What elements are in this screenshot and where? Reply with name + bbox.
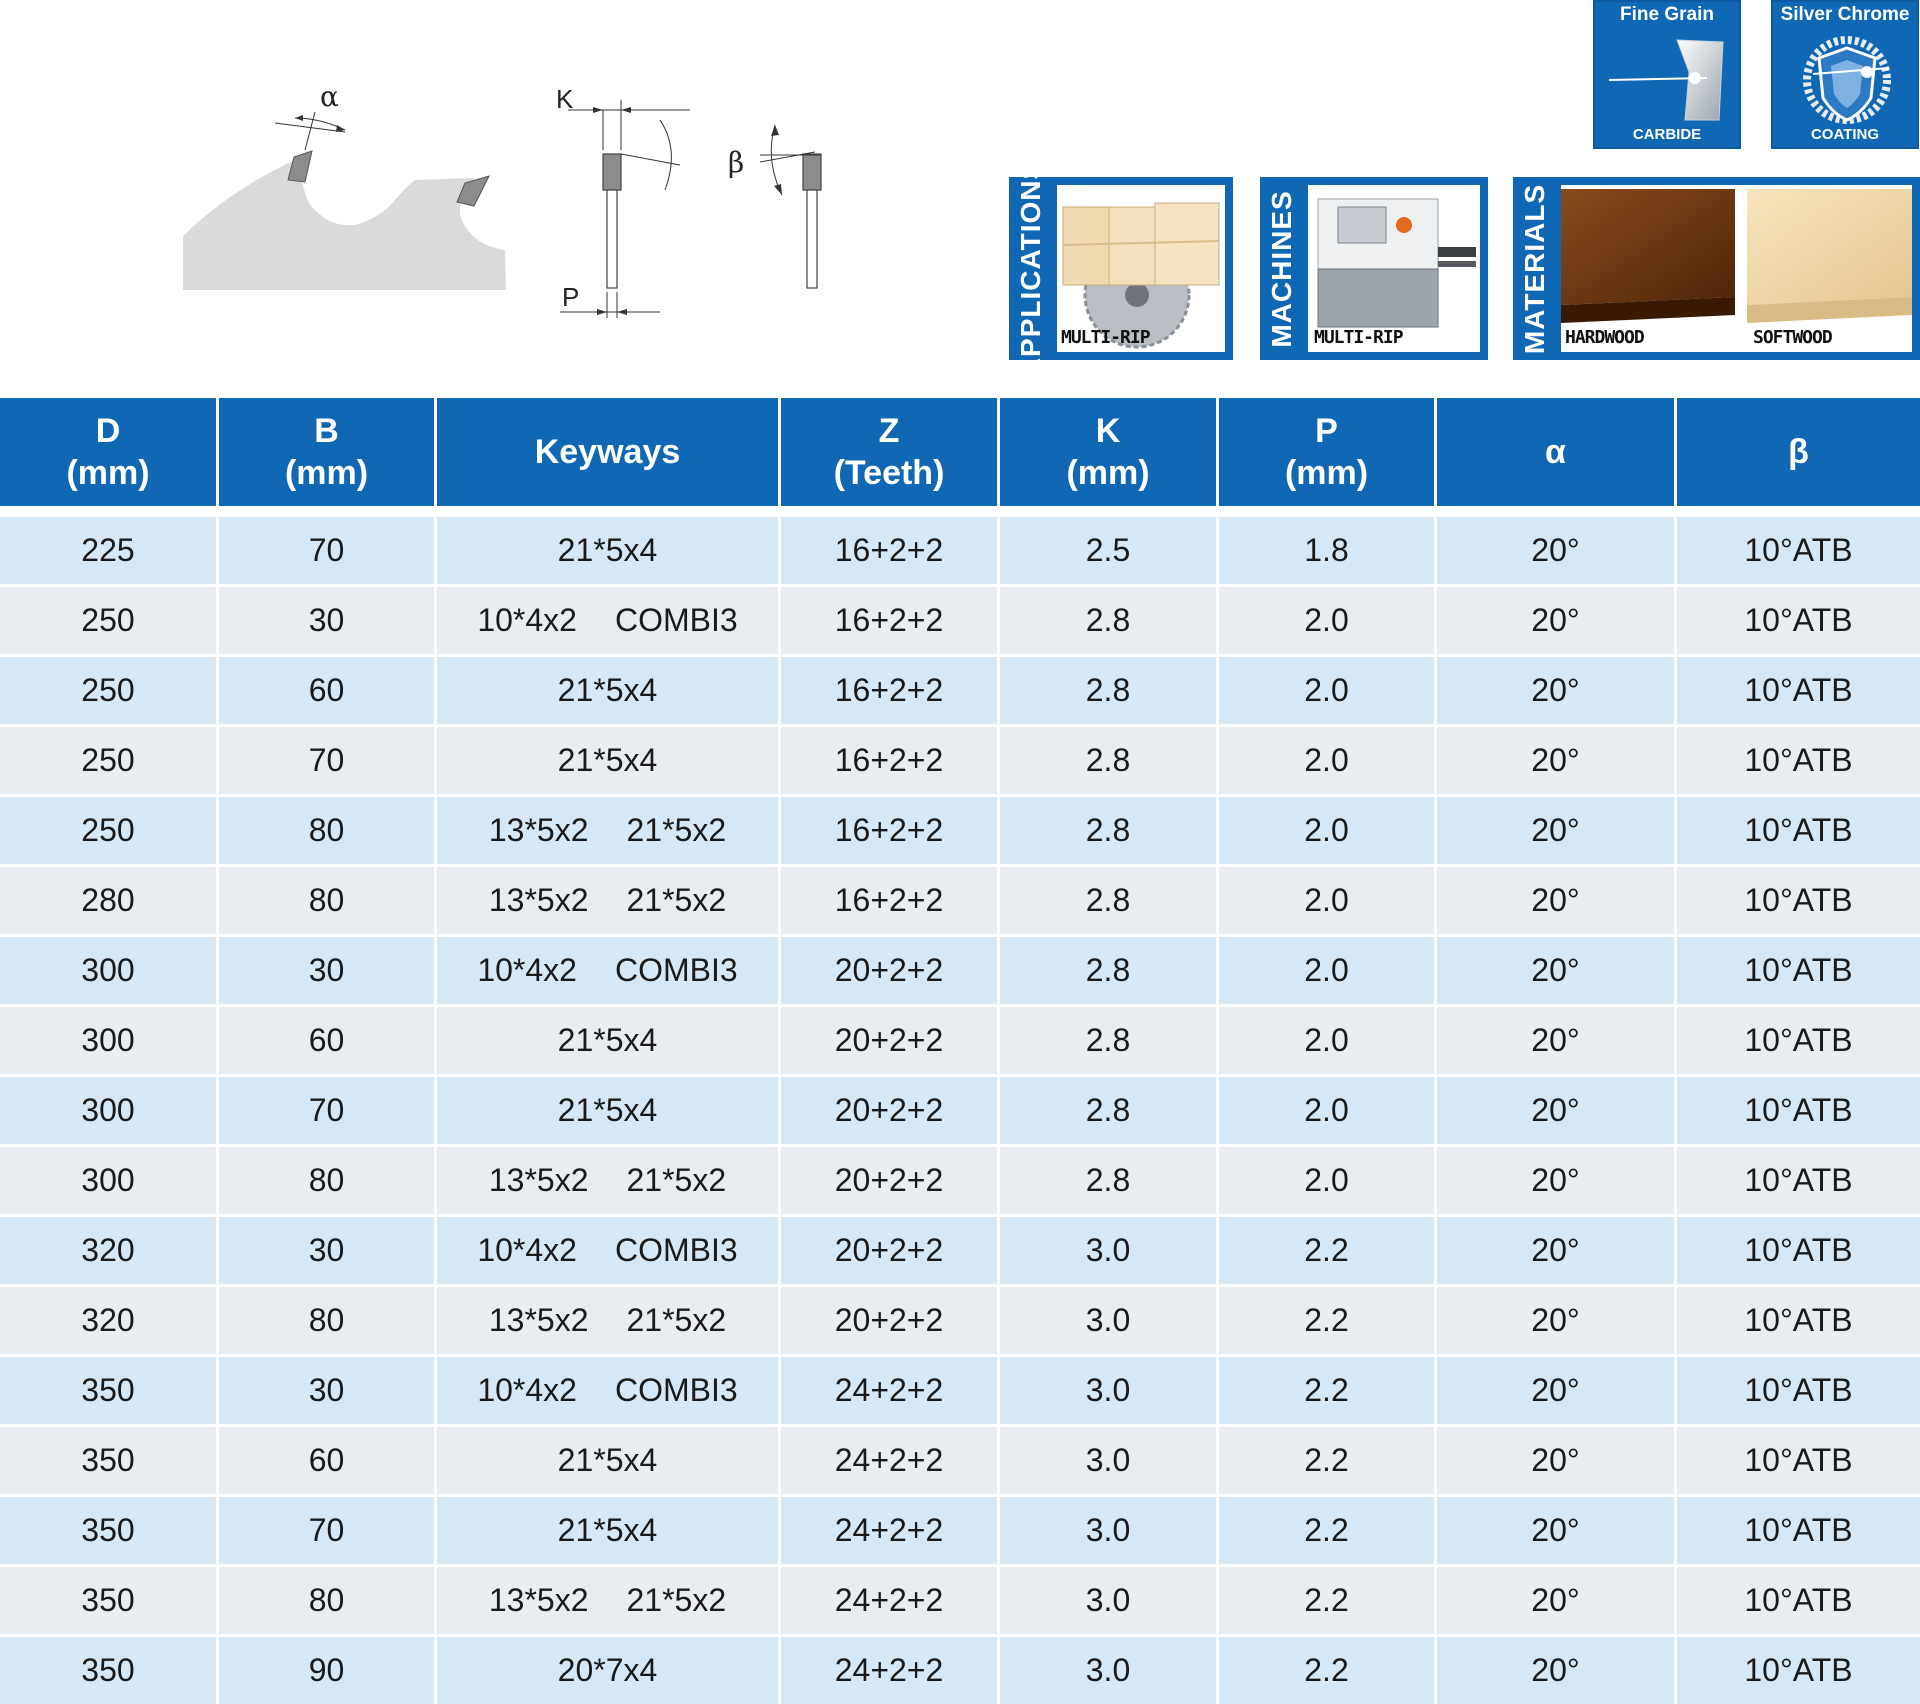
keyway-value: 10*4x2 — [477, 602, 577, 638]
cell-p: 2.2 — [1216, 1634, 1434, 1704]
cell-d: 350 — [0, 1564, 216, 1634]
header-p: P (mm) — [1216, 398, 1434, 506]
cell-k: 2.8 — [997, 1074, 1216, 1144]
cell-b: 80 — [216, 1144, 434, 1214]
cell-k: 3.0 — [997, 1354, 1216, 1424]
keyway-value: COMBI3 — [614, 952, 738, 988]
materials-image — [1561, 185, 1912, 352]
cell-beta: 10°ATB — [1674, 794, 1920, 864]
cell-keyways — [434, 934, 778, 1004]
badge-subtitle: COATING — [1810, 126, 1880, 143]
cell-z: 24+2+2 — [778, 1494, 997, 1564]
cell-k: 3.0 — [997, 1284, 1216, 1354]
keyway-value: 21*5x2 — [626, 812, 727, 848]
cell-p: 2.0 — [1216, 654, 1434, 724]
cell-k: 2.8 — [997, 1004, 1216, 1074]
cell-alpha: 20° — [1434, 864, 1674, 934]
cell-z: 20+2+2 — [778, 1004, 997, 1074]
cell-z: 20+2+2 — [778, 934, 997, 1004]
cell-p: 2.2 — [1216, 1214, 1434, 1284]
beta-diagram-label: β — [728, 146, 745, 179]
keyway-value: 20*7x4 — [557, 1652, 658, 1688]
cell-alpha: 20° — [1434, 1564, 1674, 1634]
cell-alpha: 20° — [1434, 1354, 1674, 1424]
cell-alpha: 20° — [1434, 1004, 1674, 1074]
cell-alpha: 20° — [1434, 1634, 1674, 1704]
cell-b: 80 — [216, 794, 434, 864]
header-k: K (mm) — [997, 398, 1216, 506]
cell-z: 16+2+2 — [778, 654, 997, 724]
table-row — [0, 654, 1920, 724]
table-row — [0, 1074, 1920, 1144]
cell-z: 16+2+2 — [778, 514, 997, 584]
cell-d: 280 — [0, 864, 216, 934]
cell-k: 2.8 — [997, 934, 1216, 1004]
keyway-value: 21*5x4 — [557, 1092, 658, 1128]
cell-p: 2.2 — [1216, 1564, 1434, 1634]
saw-blade-spec-table — [0, 398, 1920, 1704]
cell-keyways — [434, 1004, 778, 1074]
cell-d: 250 — [0, 584, 216, 654]
cell-z: 24+2+2 — [778, 1354, 997, 1424]
keyway-value: 10*4x2 — [477, 1372, 577, 1408]
tooth-bevel-diagram — [728, 125, 821, 288]
cell-p: 2.0 — [1216, 724, 1434, 794]
cell-alpha: 20° — [1434, 724, 1674, 794]
cell-p: 2.0 — [1216, 1004, 1434, 1074]
cell-z: 20+2+2 — [778, 1074, 997, 1144]
cell-b: 60 — [216, 654, 434, 724]
table-header-row — [0, 398, 1920, 506]
cell-k: 3.0 — [997, 1634, 1216, 1704]
cell-alpha: 20° — [1434, 794, 1674, 864]
cell-z: 16+2+2 — [778, 864, 997, 934]
cell-b: 70 — [216, 1494, 434, 1564]
header-keyways: Keyways — [434, 398, 778, 506]
softwood-caption: SOFTWOOD — [1753, 327, 1832, 348]
cell-d: 300 — [0, 1004, 216, 1074]
cell-b: 70 — [216, 724, 434, 794]
badge-title: Silver Chrome — [1780, 4, 1910, 25]
cell-b: 90 — [216, 1634, 434, 1704]
cell-keyways — [434, 1144, 778, 1214]
cell-k: 2.5 — [997, 514, 1216, 584]
header-z: Z (Teeth) — [778, 398, 997, 506]
materials-label: MATERIALS — [1519, 183, 1550, 355]
cell-k: 2.8 — [997, 584, 1216, 654]
badge-subtitle: CARBIDE — [1632, 126, 1702, 143]
p-diagram-label: P — [562, 282, 580, 312]
alpha-diagram-label: α — [320, 80, 339, 113]
cell-k: 3.0 — [997, 1424, 1216, 1494]
cell-b: 70 — [216, 514, 434, 584]
keyway-value: 21*5x4 — [557, 1512, 658, 1548]
tooth-geometry-diagrams — [0, 0, 1000, 400]
cell-alpha: 20° — [1434, 514, 1674, 584]
cell-p: 1.8 — [1216, 514, 1434, 584]
table-row — [0, 794, 1920, 864]
cell-keyways — [434, 1284, 778, 1354]
cell-alpha: 20° — [1434, 1144, 1674, 1214]
fine-grain-carbide-badge — [1593, 0, 1741, 149]
keyway-value: 21*5x4 — [557, 742, 658, 778]
table-row — [0, 1634, 1920, 1704]
cell-beta: 10°ATB — [1674, 1354, 1920, 1424]
cell-alpha: 20° — [1434, 1424, 1674, 1494]
cell-z: 16+2+2 — [778, 724, 997, 794]
badge-title: Fine Grain — [1620, 4, 1714, 25]
cell-b: 80 — [216, 1284, 434, 1354]
cell-beta: 10°ATB — [1674, 1424, 1920, 1494]
table-row — [0, 584, 1920, 654]
table-row — [0, 1214, 1920, 1284]
header-beta: β — [1674, 398, 1920, 506]
keyway-value: 21*5x4 — [557, 672, 658, 708]
table-row — [0, 1284, 1920, 1354]
table-row — [0, 1144, 1920, 1214]
keyway-value: 21*5x4 — [557, 532, 658, 568]
cell-p: 2.0 — [1216, 794, 1434, 864]
table-row — [0, 1494, 1920, 1564]
materials-panel — [1513, 177, 1920, 360]
cell-b: 30 — [216, 1214, 434, 1284]
cell-alpha: 20° — [1434, 654, 1674, 724]
cell-d: 225 — [0, 514, 216, 584]
cell-b: 30 — [216, 1354, 434, 1424]
cell-b: 80 — [216, 1564, 434, 1634]
cell-d: 250 — [0, 724, 216, 794]
cell-k: 2.8 — [997, 794, 1216, 864]
cell-p: 2.0 — [1216, 1144, 1434, 1214]
cell-p: 2.2 — [1216, 1284, 1434, 1354]
cell-alpha: 20° — [1434, 934, 1674, 1004]
keyway-value: 13*5x2 — [488, 1162, 589, 1198]
keyway-value: COMBI3 — [614, 1372, 738, 1408]
applications-label: APPLICATIONS — [1015, 159, 1046, 379]
cell-d: 350 — [0, 1494, 216, 1564]
cell-z: 20+2+2 — [778, 1144, 997, 1214]
cell-k: 3.0 — [997, 1564, 1216, 1634]
tooth-geometry-svg — [0, 0, 1000, 400]
keyway-value: 13*5x2 — [488, 1582, 589, 1618]
keyway-value: 21*5x2 — [626, 882, 727, 918]
machines-label: MACHINES — [1266, 190, 1297, 348]
cell-k: 3.0 — [997, 1494, 1216, 1564]
cell-beta: 10°ATB — [1674, 514, 1920, 584]
header-b: B (mm) — [216, 398, 434, 506]
cell-d: 300 — [0, 934, 216, 1004]
cell-alpha: 20° — [1434, 1284, 1674, 1354]
cell-keyways — [434, 794, 778, 864]
cell-keyways — [434, 724, 778, 794]
cell-b: 80 — [216, 864, 434, 934]
table-row — [0, 1004, 1920, 1074]
table-row — [0, 864, 1920, 934]
cell-k: 3.0 — [997, 1214, 1216, 1284]
cell-b: 60 — [216, 1424, 434, 1494]
cell-k: 2.8 — [997, 654, 1216, 724]
cell-keyways — [434, 1494, 778, 1564]
cell-keyways — [434, 654, 778, 724]
cell-alpha: 20° — [1434, 1074, 1674, 1144]
silver-chrome-coating-badge — [1771, 0, 1919, 149]
cell-p: 2.0 — [1216, 864, 1434, 934]
keyway-value: COMBI3 — [614, 602, 738, 638]
cell-p: 2.2 — [1216, 1424, 1434, 1494]
header-d: D (mm) — [0, 398, 216, 506]
cell-beta: 10°ATB — [1674, 1074, 1920, 1144]
cell-beta: 10°ATB — [1674, 1284, 1920, 1354]
cell-p: 2.0 — [1216, 1074, 1434, 1144]
cell-beta: 10°ATB — [1674, 1494, 1920, 1564]
keyway-value: 13*5x2 — [488, 882, 589, 918]
cell-keyways — [434, 1354, 778, 1424]
cell-z: 24+2+2 — [778, 1634, 997, 1704]
keyway-value: COMBI3 — [614, 1232, 738, 1268]
applications-image — [1057, 185, 1225, 352]
cell-p: 2.2 — [1216, 1494, 1434, 1564]
cell-b: 30 — [216, 934, 434, 1004]
cell-d: 320 — [0, 1284, 216, 1354]
applications-caption: MULTI-RIP — [1061, 327, 1150, 348]
cell-beta: 10°ATB — [1674, 1634, 1920, 1704]
table-row — [0, 1564, 1920, 1634]
keyway-value: 10*4x2 — [477, 1232, 577, 1268]
cell-d: 350 — [0, 1424, 216, 1494]
k-diagram-label: K — [556, 84, 574, 114]
cell-keyways — [434, 864, 778, 934]
cell-beta: 10°ATB — [1674, 1564, 1920, 1634]
tooth-side-diagram — [556, 84, 690, 318]
cell-d: 350 — [0, 1354, 216, 1424]
machines-image — [1308, 185, 1480, 352]
cell-b: 70 — [216, 1074, 434, 1144]
cell-keyways — [434, 1074, 778, 1144]
keyway-value: 21*5x4 — [557, 1022, 658, 1058]
cell-beta: 10°ATB — [1674, 934, 1920, 1004]
table-row — [0, 934, 1920, 1004]
machines-caption: MULTI-RIP — [1314, 327, 1403, 348]
cell-beta: 10°ATB — [1674, 1004, 1920, 1074]
cell-z: 24+2+2 — [778, 1564, 997, 1634]
keyway-value: 13*5x2 — [488, 1302, 589, 1338]
cell-d: 320 — [0, 1214, 216, 1284]
applications-panel — [1009, 159, 1233, 379]
cell-keyways — [434, 514, 778, 584]
cell-z: 20+2+2 — [778, 1214, 997, 1284]
cell-d: 250 — [0, 794, 216, 864]
cell-z: 16+2+2 — [778, 794, 997, 864]
cell-keyways — [434, 1424, 778, 1494]
cell-p: 2.0 — [1216, 584, 1434, 654]
cell-keyways — [434, 1634, 778, 1704]
keyway-value: 21*5x2 — [626, 1162, 727, 1198]
cell-beta: 10°ATB — [1674, 1144, 1920, 1214]
cell-z: 20+2+2 — [778, 1284, 997, 1354]
cell-d: 300 — [0, 1074, 216, 1144]
cell-beta: 10°ATB — [1674, 864, 1920, 934]
cell-beta: 10°ATB — [1674, 654, 1920, 724]
blade-profile-diagram — [183, 80, 506, 290]
cell-d: 250 — [0, 654, 216, 724]
table-row — [0, 724, 1920, 794]
cell-k: 2.8 — [997, 724, 1216, 794]
keyway-value: 21*5x2 — [626, 1302, 727, 1338]
cell-d: 350 — [0, 1634, 216, 1704]
keyway-value: 13*5x2 — [488, 812, 589, 848]
keyway-value: 21*5x4 — [557, 1442, 658, 1478]
cell-alpha: 20° — [1434, 1494, 1674, 1564]
header-alpha: α — [1434, 398, 1674, 506]
cell-p: 2.0 — [1216, 934, 1434, 1004]
cell-b: 30 — [216, 584, 434, 654]
cell-alpha: 20° — [1434, 584, 1674, 654]
cell-k: 2.8 — [997, 864, 1216, 934]
table-row — [0, 1354, 1920, 1424]
cell-keyways — [434, 1214, 778, 1284]
cell-beta: 10°ATB — [1674, 724, 1920, 794]
table-spacer — [0, 506, 1920, 514]
keyway-value: 10*4x2 — [477, 952, 577, 988]
cell-beta: 10°ATB — [1674, 584, 1920, 654]
table-row — [0, 1424, 1920, 1494]
cell-alpha: 20° — [1434, 1214, 1674, 1284]
table-row — [0, 514, 1920, 584]
machines-panel — [1260, 177, 1488, 360]
cell-b: 60 — [216, 1004, 434, 1074]
keyway-value: 21*5x2 — [626, 1582, 727, 1618]
cell-keyways — [434, 1564, 778, 1634]
cell-p: 2.2 — [1216, 1354, 1434, 1424]
cell-d: 300 — [0, 1144, 216, 1214]
hardwood-caption: HARDWOOD — [1565, 327, 1644, 348]
cell-beta: 10°ATB — [1674, 1214, 1920, 1284]
cell-z: 24+2+2 — [778, 1424, 997, 1494]
cell-k: 2.8 — [997, 1144, 1216, 1214]
cell-keyways — [434, 584, 778, 654]
cell-z: 16+2+2 — [778, 584, 997, 654]
